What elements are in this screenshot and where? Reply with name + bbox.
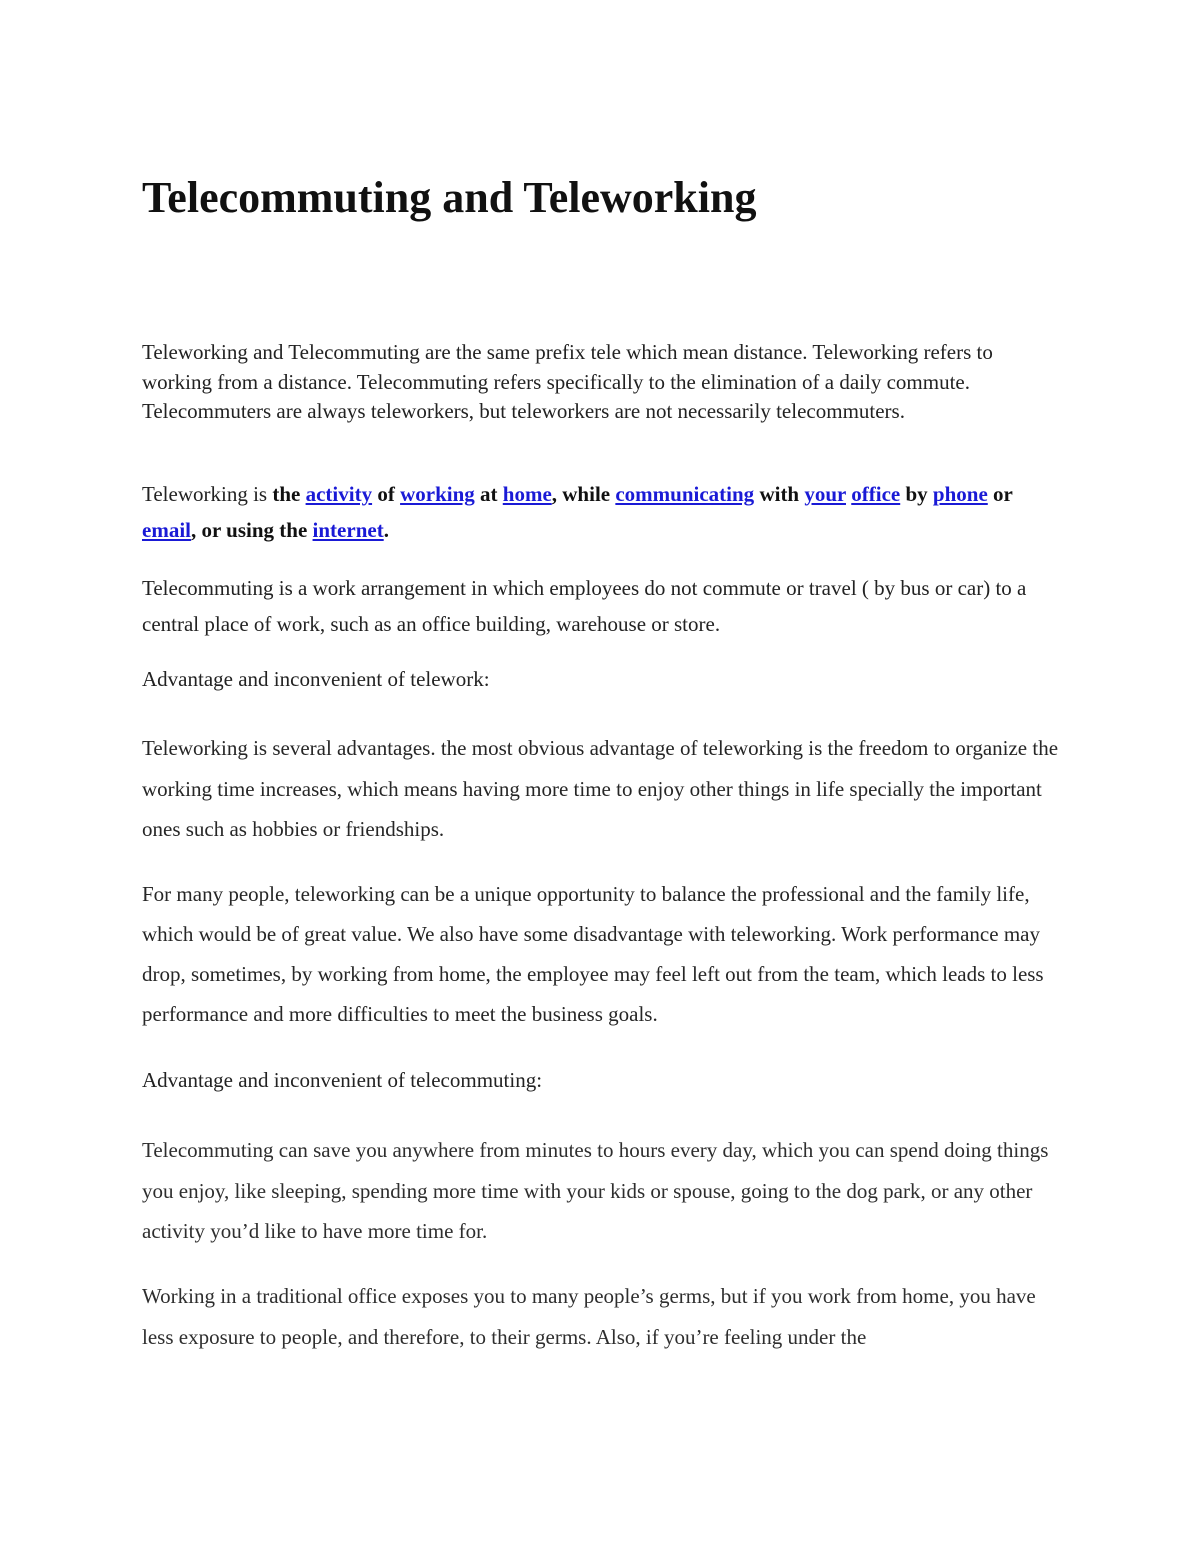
link-phone[interactable]: phone xyxy=(932,482,988,506)
text-segment: Teleworking is xyxy=(142,482,273,506)
section-heading-telework: Advantage and inconvenient of telework: xyxy=(142,667,490,691)
text-segment: by xyxy=(900,482,933,506)
link-internet[interactable]: internet xyxy=(312,517,384,542)
text-segment: of xyxy=(372,482,401,506)
text-segment: , while xyxy=(551,482,616,506)
link-office[interactable]: office xyxy=(851,482,901,506)
paragraph-telework-advantages: Teleworking is several advantages. the most obvious advantage of teleworking is the freedom to organize the working time increases, which means having more time to enjoy other things in life specially the important ones such as hobbies or friendships. xyxy=(142,736,1059,841)
link-your[interactable]: your xyxy=(804,482,846,506)
section-heading-telecommuting: Advantage and inconvenient of telecommuting: xyxy=(142,1068,543,1092)
link-email[interactable]: email xyxy=(142,517,191,542)
text-segment: , or using the xyxy=(190,517,313,542)
link-working[interactable]: working xyxy=(400,482,475,506)
paragraph-definition: Teleworking and Telecommuting are the same prefix tele which mean distance. Teleworking refers to working from a distance. Telecommuting refers specifically to the elimination of a daily commute. Telecommuters are always teleworkers, but teleworkers are not necessarily telecommuters. xyxy=(142,340,993,423)
paragraph-telecommuting-time: Telecommuting can save you anywhere from minutes to hours every day, which you can spend doing things you enjoy, like sleeping, spending more time with your kids or spouse, going to the dog park, or any other activity you’d like to have more time for. xyxy=(142,1138,1049,1243)
text-segment: the xyxy=(272,482,306,506)
link-communicating[interactable]: communicating xyxy=(615,482,755,506)
paragraph-telecommuting-germs: Working in a traditional office exposes you to many people’s germs, but if you work from home, you have less exposure to people, and therefore, to their germs. Also, if you’re feeling under the xyxy=(142,1284,1036,1349)
text-segment: or xyxy=(987,482,1013,506)
paragraph-telecommuting-definition: Telecommuting is a work arrangement in which employees do not commute or travel ( by bus or car) to a central place of work, such as an office building, warehouse or store. xyxy=(142,576,1027,636)
text-segment: . xyxy=(383,517,389,542)
text-segment: with xyxy=(754,482,805,506)
document-title: Telecommuting and Teleworking xyxy=(142,173,757,222)
text-segment: at xyxy=(474,482,503,506)
link-home[interactable]: home xyxy=(502,482,552,506)
paragraph-telework-disadvantages: For many people, teleworking can be a unique opportunity to balance the professional and the family life, which would be of great value. We also have some disadvantage with teleworking. Work performance may drop, sometimes, by working from home, the employee may feel left out from the team, which leads to less performance and more difficulties to meet the business goals. xyxy=(142,882,1044,1026)
paragraph-teleworking-definition xyxy=(142,477,1062,548)
link-activity[interactable]: activity xyxy=(305,482,373,506)
